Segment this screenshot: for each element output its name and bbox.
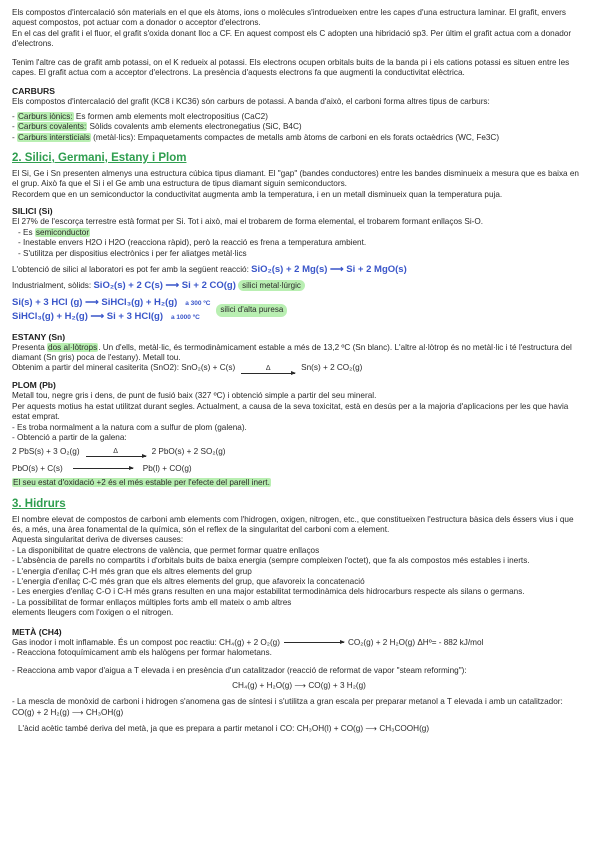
carburs-term: Carburs covalents: bbox=[18, 122, 87, 132]
silici-metallurgic-tag: silici metal·lúrgic bbox=[238, 280, 305, 291]
silici-eq-300: Si(s) + 3 HCl (g) ⟶ SiHCl₃(g) + H₂(g) bbox=[12, 296, 178, 308]
heat-symbol: Δ bbox=[113, 448, 118, 456]
carburs-heading: CARBURS bbox=[12, 86, 55, 97]
meta-syngas-equation: CO(g) + 2 H₂(g) ⟶ CH₃OH(g) bbox=[12, 707, 124, 717]
silici-industrial-line bbox=[12, 281, 586, 291]
silici-lab-text: L'obtenció de silici al laboratori es pot fer amb la següent reacció: bbox=[12, 264, 249, 274]
meta-syngas bbox=[12, 697, 586, 718]
reaction-arrow bbox=[86, 448, 146, 457]
silici-bullet bbox=[12, 228, 586, 238]
estany-text: . Un d'ells, metàl·lic, és termodinàmicament estable a més de 13,2 ºC (Sn blanc). L'altre al·lòtrop és no metàl·lic i té l'estructura del diamant (Sn gris) poca de l'estany). Metall tou. bbox=[12, 342, 572, 362]
carburs-item: - Carburs iònics: Es formen amb elements molt electropositius (CaC2) bbox=[12, 111, 268, 121]
section-3-item: - L'absència de parells no compartits i d'orbitals buits de baixa energia (sempre compleixen l'octet), que fa als compostos més estables i inerts. bbox=[12, 556, 530, 566]
estany-section bbox=[12, 332, 586, 375]
meta-acetic-equation: CH₃OH(l) + CO(g) ⟶ CH₃COOH(g) bbox=[296, 724, 430, 734]
section-3-paragraph: El nombre elevat de compostos de carboni amb elements com l'hidrogen, oxigen, nitrogen, etc., que constitueixen l'estructura bàsica dels éssers vius i que és, a més, una àrea fonamental de la química, són el reflex de la singularitat del carboni com a element. bbox=[12, 514, 574, 534]
plom-heading: PLOM (Pb) bbox=[12, 380, 56, 391]
meta-acetic-text: L'àcid acètic també deriva del metà, ja que es prepara a partir metanol i CO: bbox=[18, 724, 295, 734]
estany-obtention-text: Obtenim a partir del mineral casiterita (SnO2): SnO₂(s) + C(s) bbox=[12, 363, 236, 373]
plom-eq1-reactants: 2 PbS(s) + 3 O₂(g) bbox=[12, 447, 80, 457]
silici-eq-300-condition: a 300 ºC bbox=[185, 299, 211, 307]
silici-paragraph: El 27% de l'escorça terrestre està format per Si. Tot i això, mai el trobarem de forma elemental, el trobarem formant enllaços Si-O. bbox=[12, 217, 484, 227]
meta-heading: METÀ (CH4) bbox=[12, 626, 62, 637]
carburs-description: Els compostos d'intercalació del grafit (KC8 i KC36) són carburs de potassi. A banda d'això, el carboni forma altres tipus de carburs: bbox=[12, 97, 490, 107]
silici-semiconductor-highlight: semiconductor bbox=[35, 227, 90, 237]
carburs-text: Es formen amb elements molt electropositius (CaC2) bbox=[73, 111, 268, 121]
meta-section bbox=[12, 627, 586, 735]
plom-paragraph: Per aquests motius ha estat utilitzat durant segles. Actualment, a causa de la seva toxicitat, està en desús per a la majoria d'aplicacions per les que havia estat emprat. bbox=[12, 401, 569, 422]
plom-equation-2 bbox=[12, 464, 586, 474]
silici-industrial-text: Industrialment, sòlids: bbox=[12, 281, 92, 291]
plom-eq1-products: 2 PbO(s) + 2 SO₂(g) bbox=[151, 447, 226, 457]
silici-bullet-prefix: - Es bbox=[18, 227, 35, 237]
estany-obtention bbox=[12, 363, 586, 374]
carburs-term: Carburs iònics: bbox=[18, 111, 73, 121]
silici-lab-equation: SiO₂(s) + 2 Mg(s) ⟶ Si + 2 MgO(s) bbox=[251, 263, 407, 275]
carburs-text: (metàl·lics): Empaquetaments compactes de metalls amb àtoms de carboni en els forats octaèdrics (WC, Fe3C) bbox=[90, 132, 500, 142]
plom-paragraph: Metall tou, negre gris i dens, de punt de fusió baix (327 ºC) i obtenció simple a partir del seu mineral. bbox=[12, 391, 377, 401]
plom-bullet: - Obtenció a partir de la galena: bbox=[12, 432, 127, 442]
section-3 bbox=[12, 497, 586, 619]
meta-bullet: - Reacciona fotoquímicament amb els halògens per formar halometans. bbox=[12, 648, 272, 658]
meta-reaction-reactants: Gas inodor i molt inflamable. És un compost poc reactiu: CH₄(g) + 2 O₂(g) bbox=[12, 637, 280, 647]
carburs-item: - Carburs covalents: Sòlids covalents amb elements electronegatius (SiC, B4C) bbox=[12, 122, 302, 132]
silici-industrial-equation: SiO₂(s) + 2 C(s) ⟶ Si + 2 CO(g) bbox=[93, 280, 236, 292]
estany-paragraph bbox=[12, 343, 586, 364]
estany-allotropes-highlight: dos al·lòtrops bbox=[48, 342, 98, 352]
plom-equation-1 bbox=[12, 447, 586, 457]
silici-lab-line bbox=[12, 265, 586, 275]
reaction-arrow bbox=[284, 642, 344, 643]
estany-heading: ESTANY (Sn) bbox=[12, 331, 66, 342]
intro-paragraph: Els compostos d'intercalació són materials en el que els àtoms, ions o molècules s'introdueixen entre les capes d'una estructura laminar. El grafit, envers aquest compostos, pot actuar com a donador o acceptor d'electrons. bbox=[12, 8, 566, 28]
section-2-heading: 2. Silici, Germani, Estany i Plom bbox=[12, 152, 187, 165]
section-3-heading: 3. Hidrurs bbox=[12, 497, 66, 510]
reaction-arrow bbox=[73, 468, 133, 469]
plom-eq2-reactants: PbO(s) + C(s) bbox=[12, 463, 63, 473]
silici-purification-equations bbox=[12, 298, 586, 324]
meta-reaction-products: CO₂(g) + 2 H₂O(g) ΔHº= - 882 kJ/mol bbox=[347, 637, 484, 647]
carburs-text: Sòlids covalents amb elements electronegatius (SiC, B4C) bbox=[87, 122, 302, 132]
carburs-term: Carburs intersticials bbox=[18, 132, 90, 142]
silici-bullet: - Inestable envers H2O i H2O (reacciona ràpid), però la reacció es frena a temperatura ambient. bbox=[18, 238, 367, 248]
reaction-arrow bbox=[241, 365, 295, 374]
section-3-item: - La disponibilitat de quatre electrons de valència, que permet formar quatre enllaços bbox=[12, 545, 320, 555]
section-3-item: - Les energies d'enllaç C-O i C-H més grans resulten en una major estabilitat termodinàmica dels hidrocarburs respecte als silans o germans. bbox=[12, 587, 525, 597]
silici-heading: SILICI (Si) bbox=[12, 206, 53, 217]
plom-bullet: - Es troba normalment a la natura com a sulfur de plom (galena). bbox=[12, 422, 247, 432]
heat-symbol: Δ bbox=[265, 365, 271, 373]
intro-paragraph: Tenim l'altre cas de grafit amb potassi, on el K redueix al potassi. Els electrons ocupen orbitals buits de la banda pi i els cations potassi es situen entre les capes. El grafit actua com a acceptor d'electrons. La presència d'aquests electrons fa que augmenti la conductivitat elèctrica. bbox=[12, 57, 570, 78]
silici-section bbox=[12, 206, 586, 323]
meta-bullet: - Reacciona amb vapor d'aigua a T elevada i en presència d'un catalitzador (reacció de reformat de vapor "steam reforming"): bbox=[12, 666, 467, 676]
estany-text: Presenta bbox=[12, 342, 48, 352]
carburs-item: - Carburs intersticials (metàl·lics): Empaquetaments compactes de metalls amb àtoms de carboni en els forats octaèdrics (WC, Fe3C) bbox=[12, 132, 500, 142]
section-2 bbox=[12, 151, 586, 200]
section-2-paragraph: Recordem que en un semiconductor la conductivitat augmenta amb la temperatura, i en un metall disminueix quan la temperatura puja. bbox=[12, 189, 503, 199]
plom-eq2-products: Pb(l) + CO(g) bbox=[142, 463, 192, 473]
meta-acetic bbox=[12, 724, 586, 734]
section-3-item: - L'energia d'enllaç C-H més gran que els altres elements del grup bbox=[12, 566, 252, 576]
carburs-section bbox=[12, 86, 586, 143]
estany-obtention-product: Sn(s) + 2 CO₂(g) bbox=[301, 363, 363, 373]
silici-bullet: - S'utilitza per dispositius electrònics i per fer aliatges metàl·lics bbox=[18, 248, 247, 258]
section-3-item: - La possibilitat de formar enllaços múltiples forts amb ell mateix o amb altres bbox=[12, 597, 292, 607]
plom-section bbox=[12, 380, 586, 488]
silici-eq-1000-condition: a 1000 ºC bbox=[171, 314, 200, 322]
meta-syngas-text: - La mescla de monòxid de carboni i hidrogen s'anomena gas de síntesi i s'utilitza a gran escala per preparar metanol a T elevada i amb un catalitzador: bbox=[12, 697, 563, 707]
section-3-paragraph: Aquesta singularitat deriva de diverses causes: bbox=[12, 535, 184, 545]
section-3-item: elements lleugers com l'oxigen o el nitrogen. bbox=[12, 608, 174, 618]
section-2-paragraph: El Si, Ge i Sn presenten almenys una estructura cúbica tipus diamant. El "gap" (bandes conductores) entre les bandes disminueix a mesura que es baixa en el grup. Això fa que el Si i el Ge amb una estructura de tipus diamant siguin semiconductors. bbox=[12, 169, 579, 189]
intro-section bbox=[12, 8, 586, 78]
intro-paragraph: En el cas del grafit i el fluor, el grafit s'oxida donant lloc a CF. En aquest compost els C adopten una hibridació sp3. Per últim el grafit actua com a donador d'electrons. bbox=[12, 28, 572, 49]
meta-paragraph bbox=[12, 638, 586, 648]
plom-oxidation-highlight: El seu estat d'oxidació +2 és el més estable per l'efecte del parell inert. bbox=[13, 478, 270, 488]
plom-oxidation-note bbox=[12, 478, 586, 488]
section-3-item: - L'energia d'enllaç C-C més gran que els altres elements del grup, que afavoreix la concatenació bbox=[12, 577, 365, 587]
silici-high-purity-tag: silici d'alta puresa bbox=[216, 304, 287, 316]
meta-steam-equation: CH₄(g) + H₂O(g) ⟶ CO(g) + 3 H₂(g) bbox=[232, 680, 366, 690]
silici-eq-1000: SiHCl₃(g) + H₂(g) ⟶ Si + 3 HCl(g) bbox=[12, 311, 164, 323]
